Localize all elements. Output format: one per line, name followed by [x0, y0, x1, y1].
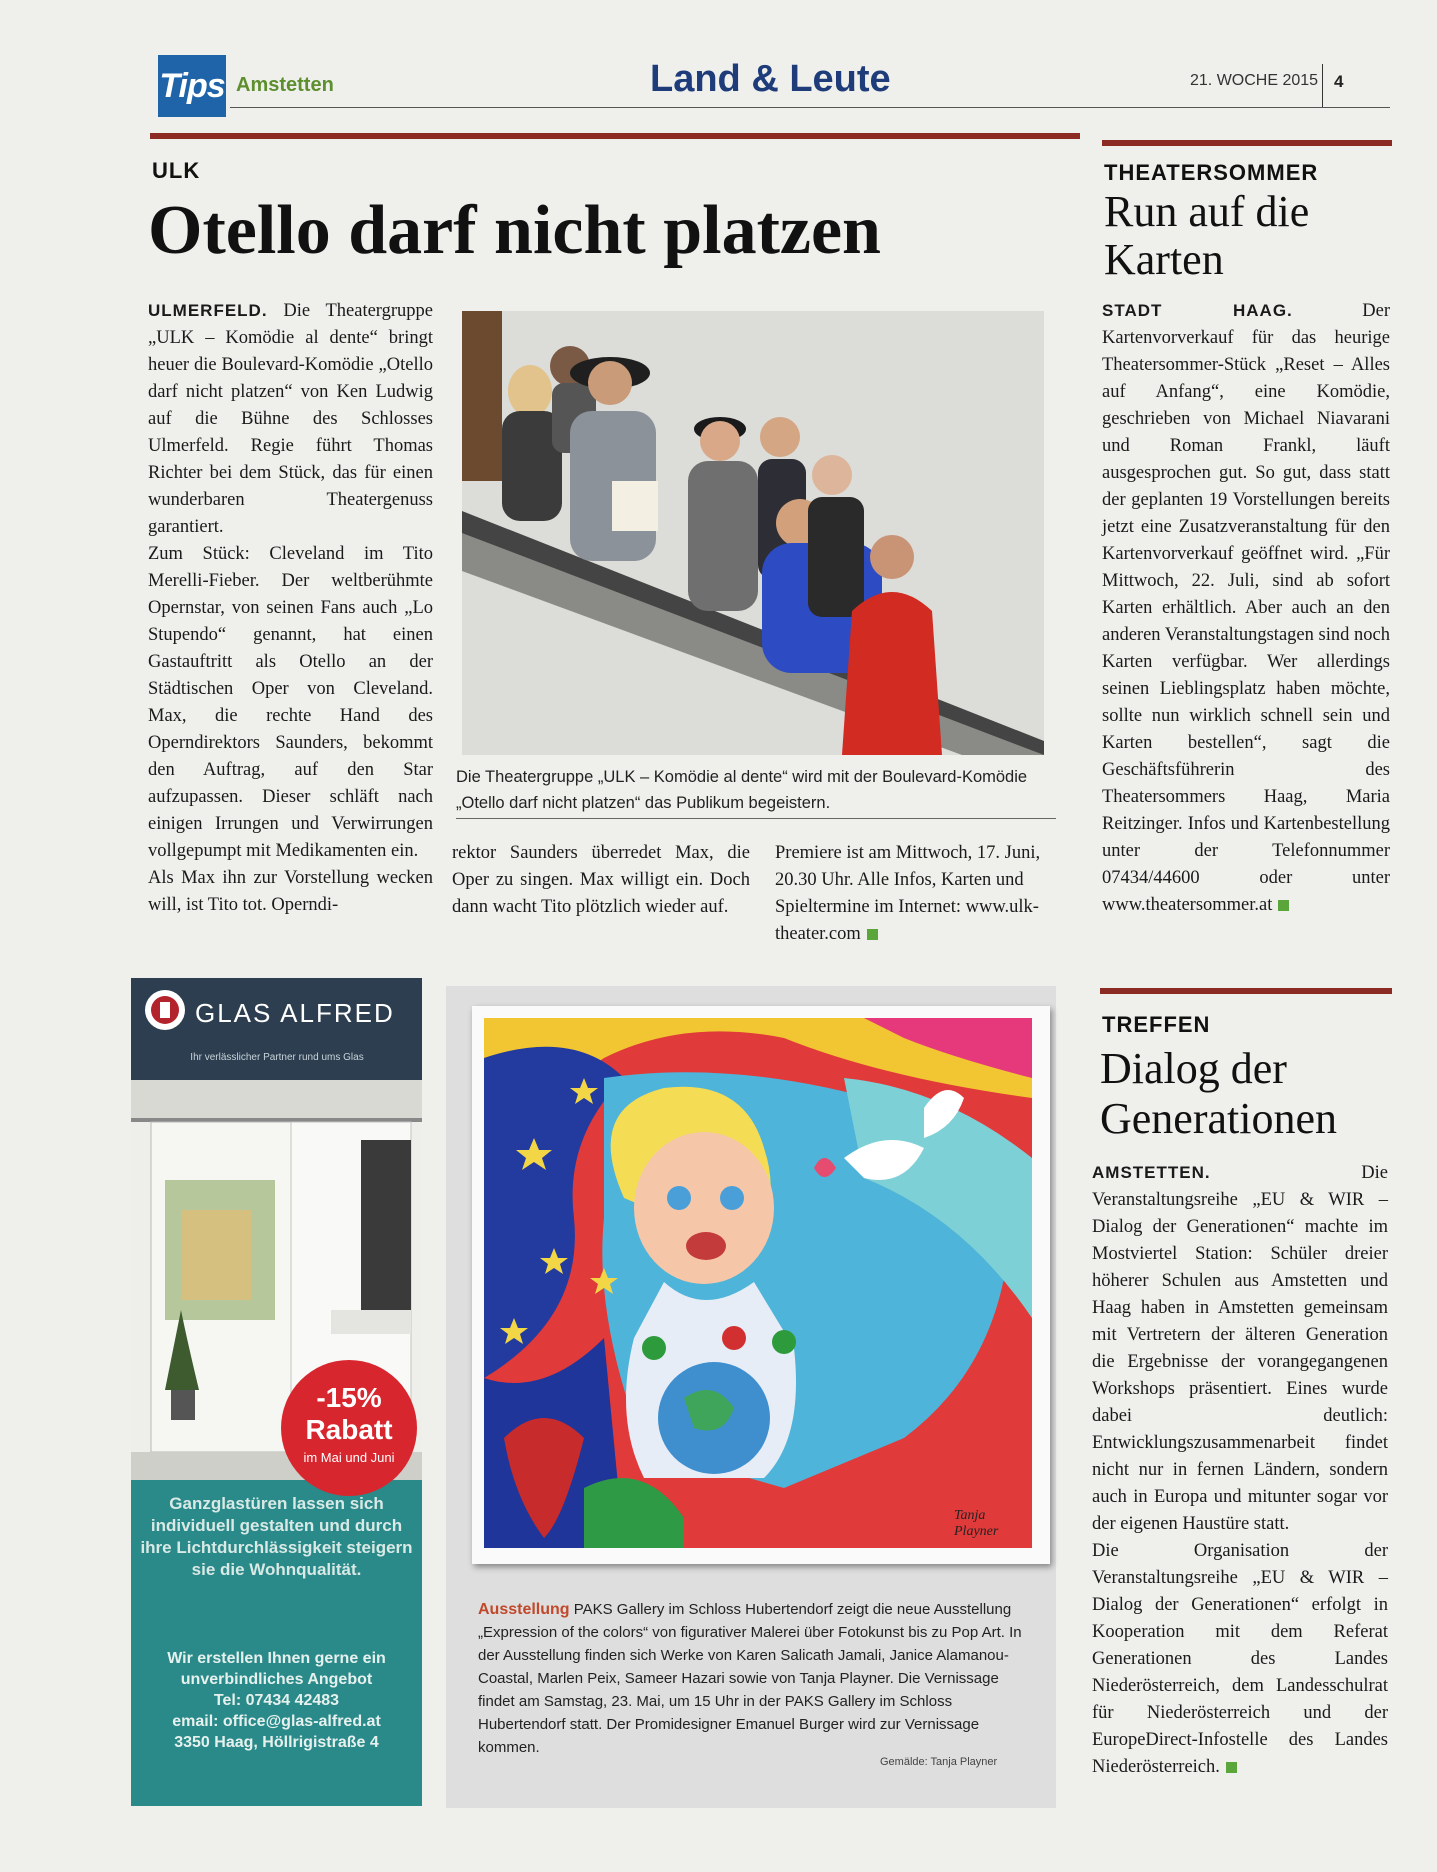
page-number: 4 — [1334, 72, 1344, 91]
sidebar1-text: Der Kartenvorverkauf für das heurige Theatersommer-Stück „Reset – Alles auf Anfang“, eine Komödie, geschrieben von Michael Niavarani und Roman Frankl, läuft ausgesprochen gut. So gut, dass statt der geplanten 19 Vorstellungen bereits jetzt eine Zusatzveranstaltung für den Kartenvorverkauf geöffnet wird. „Für Mittwoch, 22. Juli, sind ab sofort Karten erhältlich. Aber auch an den anderen Veranstaltungstagen sind noch Karten verfügbar. Wer allerdings seinen Lieblingsplatz haben möchte, sollte nun wirklich schnell sein und Karten bestellen“, sagt die Geschäftsführerin des Theatersommers Haag, Maria Reitzinger. Infos und Kartenbestellung unter der Telefonnummer 07434/44600 oder unter www.theatersommer.at — [1102, 301, 1391, 915]
main-kicker: ULK — [152, 158, 201, 183]
exhibition-label: Ausstellung — [478, 1601, 570, 1618]
badge-word: Rabatt — [305, 1414, 393, 1445]
main-col1-p3: Als Max ihn zur Vorstellung wecken will, ist Tito tot. Operndi- — [148, 868, 433, 915]
sidebar2-dateline: AMSTETTEN. — [1092, 1163, 1211, 1182]
main-dateline: ULMERFELD. — [148, 301, 268, 320]
photo-caption: Die Theatergruppe „ULK – Komödie al dente“ wird mit der Boulevard-Komödie „Otello darf nicht platzen“ das Publikum begeistern. — [456, 768, 1028, 812]
badge-period: im Mai und Juni — [303, 1450, 395, 1465]
main-column-2 — [452, 840, 750, 921]
header-rule — [230, 107, 1390, 108]
sidebar2-p2: Die Organisation der Veranstaltungsreihe „EU & WIR – Dialog der Generationen“ erfolgt in Kooperation mit dem Referat Generationen des Landes Niederösterreich, dem Landesschulrat für Niederösterreich und der EuropeDirect-Infostelle des Landes Niederösterreich. — [1092, 1541, 1388, 1777]
main-headline: Otello darf nicht platzen — [148, 192, 881, 269]
ad-tagline: Ihr verlässlicher Partner rund ums Glas — [190, 1052, 364, 1063]
ad-glass-door-photo — [131, 1080, 422, 1480]
ad-contact — [139, 1648, 414, 1753]
exhibition-caption — [478, 1598, 1036, 1759]
section-title: Land & Leute — [650, 58, 891, 100]
painting-signature: Tanja Playner — [954, 1508, 999, 1539]
main-column-1 — [148, 298, 433, 919]
sidebar2-headline-line1: Dialog der — [1100, 1044, 1287, 1093]
caption-rule — [456, 818, 1056, 819]
sidebar1-headline-line2: Karten — [1104, 235, 1224, 284]
main-red-rule — [150, 133, 1080, 139]
main-col2-text: rektor Saunders überredet Max, die Oper zu singen. Max willigt ein. Doch dann wacht Tito plötzlich wieder auf. — [452, 843, 750, 917]
ad-email[interactable]: email: office@glas-alfred.at — [172, 1713, 381, 1730]
main-col3-text: Premiere ist am Mittwoch, 17. Juni, 20.30 Uhr. Alle Infos, Karten und Spieltermine im Internet: www.ulk-theater.com — [775, 843, 1041, 944]
ad-description: Ganzglastüren lassen sich individuell gestalten und durch ihre Lichtdurchlässigkeit steigern sie die Wohnqualität. — [140, 1494, 413, 1579]
article-end-marker — [867, 929, 878, 940]
sidebar2-p1: Die Veranstaltungsreihe „EU & WIR – Dialog der Generationen“ machte im Mostviertel Station: Schüler dreier höherer Schulen aus Amstetten und Haag haben in Amstetten gemeinsam mit Vertretern der älteren Generation die Ergebnisse der vorangegangenen Workshops präsentiert. Eines wurde dabei deutlich: Entwicklungszusammenarbeit findet nicht nur in fernen Ländern, sondern auch in Europa und mitunter sogar vor der eigenen Haustüre statt. — [1092, 1163, 1388, 1534]
sidebar1-dateline: STADT HAAG. — [1102, 301, 1293, 320]
main-col1-p1: Die Theatergruppe „ULK – Komödie al dente“ bringt heuer die Boulevard-Komödie „Otello darf nicht platzen“ von Ken Ludwig auf die Bühne des Schlosses Ulmerfeld. Regie führt Thomas Richter bei dem Stück, das für einen wunderbaren Theatergenuss garantiert. — [148, 301, 434, 537]
issue-week: 21. WOCHE 2015 — [1190, 72, 1319, 89]
sidebar1-headline-line1: Run auf die — [1104, 187, 1310, 236]
ad-phone[interactable]: Tel: 07434 42483 — [213, 1692, 340, 1709]
sidebar1-headline — [1104, 188, 1309, 284]
sidebar1-red-rule — [1102, 140, 1392, 146]
sidebar1-kicker: THEATERSOMMER — [1104, 160, 1319, 185]
discount-badge — [281, 1360, 417, 1496]
header-divider — [1322, 64, 1323, 108]
ad-offer: Wir erstellen Ihnen gerne ein unverbindliches Angebot — [167, 1650, 386, 1688]
sidebar2-headline-line2: Generationen — [1100, 1094, 1337, 1143]
main-column-3 — [775, 840, 1073, 948]
ad-emblem-icon — [143, 988, 187, 1032]
ad-header — [131, 978, 422, 1080]
painting-credit: Gemälde: Tanja Playner — [880, 1756, 998, 1768]
main-col1-p2: Zum Stück: Cleveland im Tito Merelli-Fieber. Der weltberühmte Opernstar, von seinen Fans auch „Lo Stupendo“ genannt, hat einen Gastauftritt als Otello an der Städtischen Oper von Cleveland. Max, die rechte Hand des Operndirektors Saunders, bekommt den Auftrag, auf den Star aufzupassen. Dieser schläft nach einigen Irrungen und Verwirrungen vollgepumpt mit Medikamenten ein. — [148, 544, 433, 861]
theatre-group-photo — [462, 311, 1044, 755]
ad-address: 3350 Haag, Höllrigistraße 4 — [174, 1734, 379, 1751]
painting-image — [484, 1018, 1032, 1548]
tips-logo: Tips — [158, 55, 226, 117]
sidebar2-red-rule — [1100, 988, 1392, 994]
badge-percent: -15% — [316, 1382, 382, 1413]
sidebar1-body — [1102, 298, 1390, 919]
sidebar2-headline — [1100, 1044, 1337, 1144]
sidebar2-body — [1092, 1160, 1388, 1781]
sidebar2-end-marker — [1226, 1762, 1237, 1773]
sidebar1-end-marker — [1278, 900, 1289, 911]
sidebar2-kicker: TREFFEN — [1102, 1012, 1211, 1037]
glas-alfred-ad[interactable] — [131, 978, 422, 1806]
edition-label: Amstetten — [236, 74, 334, 96]
ad-brand: GLAS ALFRED — [195, 998, 395, 1028]
exhibition-text: PAKS Gallery im Schloss Hubertendorf zeigt die neue Ausstellung „Expression of the colors“ von figurativer Malerei über Fotokunst bis zu Pop Art. In der Ausstellung finden sich Werke von Karen Salicath Jamali, Janice Alamanou-Coastal, Marlen Peix, Sameer Hazari sowie von Tanja Playner. Die Vernissage findet am Samstag, 23. Mai, um 15 Uhr in der PAKS Gallery im Schloss Hubertendorf statt. Der Promidesigner Emanuel Burger wird zur Vernissage kommen. — [478, 1601, 1022, 1756]
